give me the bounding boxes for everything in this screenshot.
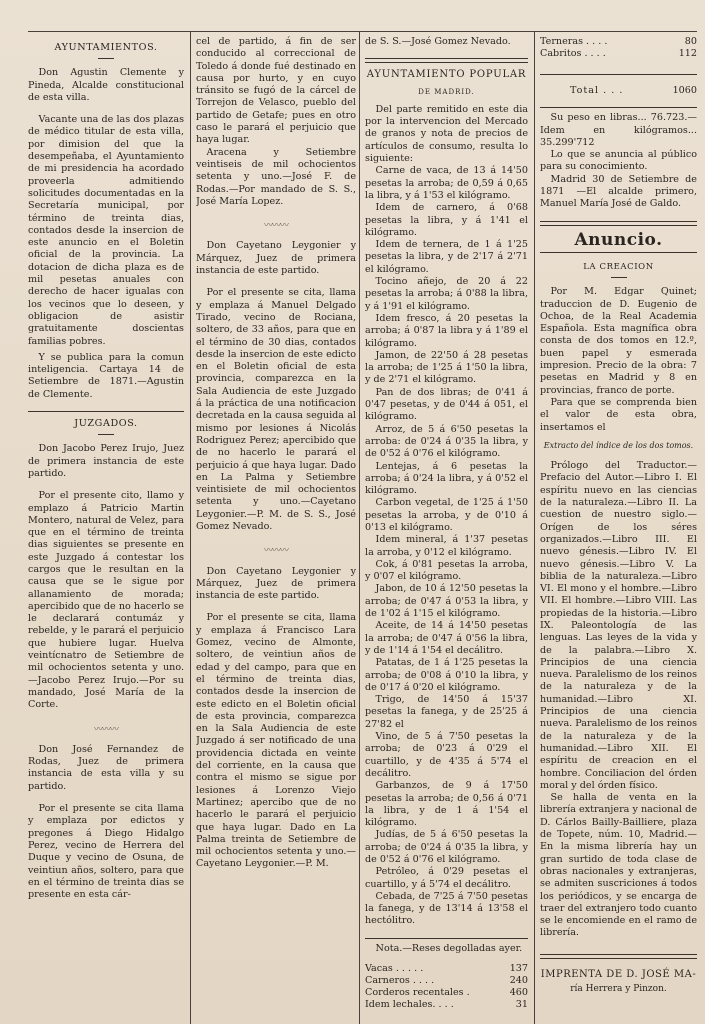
edict-body: Por el presente se cita llama y emplaza por edictos y pregones á Diego Hidalgo Perez, vecino de Herrera del Duque y vecino de Osuna, de veintiun años, soltero, para que en el término de treinta dias se presente en esta cár- xyxy=(28,803,184,901)
edict-body: cel de partido, á fin de ser conducido al correccional de Toledo á donde fué destinado en causa por hurto, y en cuyo tránsito se fugó de la cárcel de Torrejon de Velasco, pueblo del partido de Getafe; pues en otro caso le parará el perjuicio que haya lugar. xyxy=(196,36,356,146)
edict-title: Don José Fernandez de Rodas, Juez de primera instancia de esta villa y su partido. xyxy=(28,743,184,792)
section-heading-juzgados: JUZGADOS. xyxy=(74,418,138,430)
table-row xyxy=(365,963,528,975)
divider: 〰〰〰 xyxy=(263,221,288,232)
section-heading-ayuntamiento-popular: AYUNTAMIENTO POPULAR xyxy=(366,69,527,81)
table-row xyxy=(365,975,528,987)
column-2 xyxy=(196,36,356,1024)
price-item: Garbanzos, de 9 á 17'50 pesetas la arroba; de 0,56 á 0'71 la libra, y de 1 á 1'54 el kilógramo. xyxy=(365,780,528,829)
table-row xyxy=(540,36,697,48)
divider xyxy=(540,221,697,226)
price-item: Arroz, de 5 á 6'50 pesetas la arroba: de 0'24 á 0'35 la libra, y de 0'52 á 0'76 el kilógramo. xyxy=(365,423,528,460)
divider: 〰〰〰 xyxy=(93,724,118,735)
column-3 xyxy=(365,36,528,1024)
anuncio-heading: Anuncio. xyxy=(574,229,663,250)
edict-title: Don Jacobo Perez Irujo, Juez de primera instancia de este partido. xyxy=(28,443,184,479)
ad-body: Se halla de venta en la librería extranjera y nacional de D. Cárlos Bailly-Bailliere, plaza de Topete, núm. 10, Madrid.—En la misma librería hay un gran surtido de toda clase de obras nacionales y extranjeras, se admiten suscriciones á todos los periódicos, y se encarga de traer del extranjero todo cuanto se le encomiende en el ramo de librería. xyxy=(540,792,697,939)
notice-body: Vacante una de las dos plazas de médico titular de esta villa, por dimision del que la desempeñaba, el Ayuntamiento de mi presidencia ha acordado proveerla admitiendo solicitudes documentadas en la Secretaría municipal, por término de treinta dias, contados desde la insercion de este anuncio en el Boletin oficial de la provincia. La dotacion de dicha plaza es de mil pesetas anuales con derecho de hacer igualas con los vecinos que lo deseen, y obligacion de asistir gratuitamente doscientas familias pobres. xyxy=(28,114,184,347)
price-item: Vino, de 5 á 7'50 pesetas la arroba; de 0'23 á 0'29 el cuartillo, y de 4'35 á 5'74 el decálitro. xyxy=(365,731,528,779)
printer-imprint-cont: ría Herrera y Pinzon. xyxy=(570,984,667,994)
price-item: Jamon, de 22'50 á 28 pesetas la arroba; de 1'25 á 1'50 la libra, y de 2'71 el kilógramo. xyxy=(365,349,528,386)
column-divider xyxy=(359,32,360,1024)
market-intro: Del parte remitido en este dia por la intervencion del Mercado de granos y nota de precios de artículos de consumo, resulta lo siguiente: xyxy=(365,103,528,165)
section-heading-ayuntamientos: AYUNTAMIENTOS. xyxy=(54,42,158,53)
section-subheading-madrid: DE MADRID. xyxy=(418,87,475,96)
total-value: 1060 xyxy=(672,85,697,96)
slaughter-table xyxy=(365,963,528,1011)
ad-body: Por M. Edgar Quinet; traduccion de D. Eugenio de Ochoa, de la Real Academia Española. Esta magnífica obra consta de dos tomos en 12.º, buen papel y esmerada impresion. Precio de la obra: 7 pesetas en Madrid y 8 en provincias, franco de porte. xyxy=(540,286,697,396)
price-item: Cebada, de 7'25 á 7'50 pesetas la fanega, y de 13'14 á 13'58 el hectólitro. xyxy=(365,890,528,927)
edict-title: Don Cayetano Leygonier y Márquez, Juez de primera instancia de este partido. xyxy=(196,240,356,277)
row-label: Vacas . . . . . xyxy=(365,963,424,975)
price-item: Lentejas, á 6 pesetas la arroba; á 0'24 la libra, y á 0'52 el kilógramo. xyxy=(365,460,528,497)
column-divider xyxy=(190,32,191,1024)
table-row xyxy=(365,987,528,999)
book-title: LA CREACION xyxy=(583,261,654,272)
price-item: Patatas, de 1 á 1'25 pesetas la arroba; de 0'08 á 0'10 la libra, y de 0'17 á 0'20 el kilógramo. xyxy=(365,657,528,693)
row-value: 31 xyxy=(515,999,528,1011)
row-value: 112 xyxy=(678,48,697,59)
signature: Madrid 30 de Setiembre de 1871 —El alcalde primero, Manuel María José de Galdo. xyxy=(540,173,697,210)
price-item: Carbon vegetal, de 1'25 á 1'50 pesetas la arroba, y de 0'10 á 0'13 el kilógramo. xyxy=(365,497,528,533)
row-label: Cabritos . . . . xyxy=(540,48,606,59)
column-1 xyxy=(28,36,184,1024)
table-row xyxy=(365,999,528,1011)
price-list xyxy=(365,165,528,927)
notice-body: Lo que se anuncia al público para su conocimiento. xyxy=(540,149,697,173)
divider xyxy=(28,411,184,412)
divider xyxy=(540,107,697,108)
divider xyxy=(98,434,114,435)
price-item: Pan de dos libras; de 0'41 á 0'47 pesetas, y de 0'44 á 051, el kilógramo. xyxy=(365,386,528,423)
row-value: 460 xyxy=(509,987,528,999)
row-label: Carneros . . . . xyxy=(365,975,435,987)
edict-body: Por el presente cito, llamo y emplazo á Patricio Martin Montero, natural de Velez, para que en el término de treinta dias siguientes se presente en este Juzgado á contestar los cargos que le resultan en la causa que se le sigue por allanamiento de morada; apercibido que de no hacerlo se le declarará contumáz y rebelde, y le parará el perjuicio que hubiere lugar. Huelva veintícnatro de Setiembre de mil ochocientos setenta y uno.—Jacobo Perez Irujo.—Por su mandado, José María de la Corte. xyxy=(28,490,184,711)
notice-title: Don Agustin Clemente y Pineda, Alcalde constitucional de esta villa. xyxy=(28,67,184,103)
edict-title: Don Cayetano Leygonier y Márquez, Juez de primera instancia de este partido. xyxy=(196,565,356,602)
index-heading: Extracto del índice de los dos tomos. xyxy=(543,440,694,450)
divider xyxy=(365,938,528,939)
price-item: Idem mineral, á 1'37 pesetas la arroba, y 0'12 el kilógramo. xyxy=(365,534,528,558)
divider xyxy=(540,252,697,253)
price-item: Judías, de 5 á 6'50 pesetas la arroba; de 0'24 á 0'35 la libra, y de 0'52 á 0'76 el kilógramo. xyxy=(365,829,528,865)
price-item: Petróleo, á 0'29 pesetas el cuartillo, y á 5'74 el decálitro. xyxy=(365,866,528,890)
notice-body: Y se publica para la comun inteligencia. Cartaya 14 de Setiembre de 1871.—Agustin de Clemente. xyxy=(28,351,184,400)
top-rule xyxy=(28,31,697,32)
edict-body: Aracena y Setiembre veintiseis de mil ochocientos setenta y uno.—José F. de Rodas.—Por mandado de S. S., José María Lopez. xyxy=(196,146,356,207)
row-label: Idem lechales. . . . xyxy=(365,999,454,1011)
total-row xyxy=(540,85,697,97)
price-item: Aceite, de 14 á 14'50 pesetas la arroba; de 0'47 á 0'56 la libra, y de 1'14 á 1'54 el decálitro. xyxy=(365,620,528,656)
price-item: Jabon, de 10 á 12'50 pesetas la arroba; de 0'47 á 0'53 la libra, y de 1'02 á 1'15 el kilógramo. xyxy=(365,583,528,620)
divider xyxy=(540,954,697,959)
divider: 〰〰〰 xyxy=(263,546,288,557)
price-item: Idem fresco, á 20 pesetas la arroba; á 0'87 la libra y á 1'89 el kilógramo. xyxy=(365,312,528,349)
row-label: Corderos recentales . xyxy=(365,987,470,999)
divider xyxy=(98,58,114,59)
divider xyxy=(611,277,627,278)
edict-end: de S. S.—José Gomez Nevado. xyxy=(365,36,511,47)
ad-index: Prólogo del Traductor.—Prefacio del Autor.—Libro I. El espíritu nuevo en las ciencias de la naturaleza.—Libro II. La cuestion de nuestro siglo.—Orígen de los séres organizados.—Libro III. El nuevo génesis.—Libro IV. El nuevo génesis.—Libro V. La biblia de la naturaleza.—Libro VI. El mono y el hombre.—Libro VII. El hombre.—Libro VIII. Las propiedas de la historia.—Libro IX. Paleontología de las lenguas. Las leyes de la vida y de la palabra.—Libro X. Principios de una ciencia nueva. Paralelismo de los reinos de la naturaleza y de la humanidad.—Libro XI. Principios de una ciencia nueva. Paralelismo de los reinos de la naturaleza y de la humanidad.—Libro XII. El espíritu de creacion en el hombre. Conciliacion del órden moral y del órden físico. xyxy=(540,460,697,791)
column-4 xyxy=(540,36,697,1024)
divider xyxy=(365,58,528,63)
table-row xyxy=(540,48,697,60)
price-item: Carne de vaca, de 13 á 14'50 pesetas la arroba; de 0,59 á 0,65 la libra, y á 1'53 el kilógramo. xyxy=(365,165,528,201)
divider xyxy=(540,74,697,75)
row-value: 240 xyxy=(509,975,528,987)
printer-imprint: IMPRENTA DE D. JOSÉ MA- xyxy=(540,968,697,980)
row-label: Terneras . . . . xyxy=(540,36,608,47)
row-value: 80 xyxy=(684,36,697,47)
price-item: Trigo, de 14'50 á 15'37 pesetas la fanega, y de 25'25 á 27'82 el xyxy=(365,694,528,730)
weight-summary: Su peso en libras... 76.723.— Idem en kilógramos... 35.299'712 xyxy=(540,112,697,148)
total-label: Total . . . xyxy=(570,85,624,96)
price-item: Idem de carnero, á 0'68 pesetas la libra, y á 1'41 el kilógramo. xyxy=(365,202,528,238)
nota: Nota.—Reses degolladas ayer. xyxy=(375,942,523,954)
slaughter-table-cont xyxy=(540,36,697,60)
price-item: Cok, á 0'81 pesetas la arroba, y 0'07 el kilógramo. xyxy=(365,558,528,583)
edict-body: Por el presente se cita, llama y emplaza á Francisco Lara Gomez, vecino de Almonte, soltero, de veintiun años de edad y del campo, para que en el término de treinta dias, contados desde la insercion de este edicto en el Boletin oficial de esta provincia, comparezca en la Sala Audiencia de este Juzgado á ser notificado de una providencia dictada en veinte del corriente, en la causa que contra el mismo se sigue por lesiones á Lorenzo Viejo Martinez; apercibo que de no hacerlo le parará el perjuicio que haya lugar. Dado en La Palma treinta de Setiembre de mil ochocientos setenta y uno.—Cayetano Leygonier.—P. M. xyxy=(196,612,356,870)
edict-body: Por el presente se cita, llama y emplaza á Manuel Delgado Tirado, vecino de Rociana, soltero, de 33 años, para que en el término de 30 dias, contados desde la insercion de este edicto en el Boletin oficial de esta provincia, comparezca en la Sala Audiencia de este Juzgado á la práctica de una notificacion decretada en la causa seguida al mismo por lesiones á Nicolás Rodriguez Perez; apercibido que de no hacerlo le parará el perjuicio á que haya lugar. Dado en La Palma y Setiembre veintisiete de mil ochocientos setenta y uno.—Cayetano Leygonier.—P. M. de S. S., José Gomez Nevado. xyxy=(196,287,356,532)
column-divider xyxy=(534,32,535,1024)
price-item: Tocino añejo, de 20 á 22 pesetas la arroba; á 0'88 la libra, y á 1'91 el kilógramo. xyxy=(365,276,528,312)
price-item: Idem de ternera, de 1 á 1'25 pesetas la libra, y de 2'17 á 2'71 el kilógramo. xyxy=(365,239,528,275)
ad-body: Para que se comprenda bien el valor de esta obra, insertamos el xyxy=(540,396,697,433)
row-value: 137 xyxy=(509,963,528,975)
